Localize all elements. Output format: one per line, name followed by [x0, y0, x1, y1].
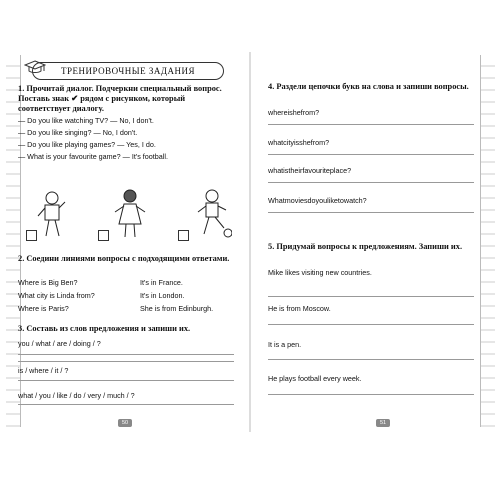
question-item: Where is Big Ben? [18, 278, 78, 287]
task5-item: He is from Moscow. [268, 304, 331, 313]
answer-checkbox[interactable] [98, 230, 109, 241]
answer-checkbox[interactable] [26, 230, 37, 241]
answer-line[interactable] [18, 361, 234, 362]
book-spine [249, 52, 251, 432]
boy-singing-picture [32, 190, 72, 240]
answer-line[interactable] [268, 359, 474, 360]
task5-item: Mike likes visiting new countries. [268, 268, 372, 277]
task5-heading: 5. Придумай вопросы к предложениям. Запиши их. [268, 242, 463, 251]
dialogue-line: — Do you like watching TV? — No, I don't. [18, 116, 154, 125]
task1-heading: 1. Прочитай диалог. Подчеркни специальный вопрос. Поставь знак ✔ рядом с рисунком, который соответствует диалогу. [18, 84, 222, 113]
task5-item: It is a pen. [268, 340, 302, 349]
answer-item: She is from Edinburgh. [140, 304, 214, 313]
section-banner-title: ТРЕНИРОВОЧНЫЕ ЗАДАНИЯ [61, 66, 195, 76]
boy-playing-football-picture [192, 188, 232, 240]
question-item: Where is Paris? [18, 304, 69, 313]
task4-item: whatistheirfavouriteplace? [268, 166, 352, 175]
dialogue-line: — What is your favourite game? — It's football. [18, 152, 168, 161]
answer-line[interactable] [18, 404, 234, 405]
task2-questions [18, 278, 128, 313]
page-number: 51 [376, 419, 390, 427]
answer-line[interactable] [268, 394, 474, 395]
left-page [14, 58, 238, 428]
answer-line[interactable] [268, 154, 474, 155]
answer-line[interactable] [268, 212, 474, 213]
task2-answers [140, 278, 236, 313]
task4-item: whatcityisshefrom? [268, 138, 330, 147]
answer-line[interactable] [268, 182, 474, 183]
question-item: What city is Linda from? [18, 291, 95, 300]
task2-heading: 2. Соедини линиями вопросы с подходящими ответами. [18, 254, 230, 263]
answer-line[interactable] [18, 354, 234, 355]
right-page [268, 58, 476, 428]
answer-item: It's in London. [140, 291, 185, 300]
section-banner [32, 62, 224, 80]
answer-line[interactable] [18, 380, 234, 381]
task4-item: Whatmoviesdoyouliketowatch? [268, 196, 367, 205]
girl-dancing-picture [110, 188, 150, 240]
task1-dialogue [18, 116, 234, 161]
dialogue-line: — Do you like singing? — No, I don't. [18, 128, 138, 137]
task3-item: what / you / like / do / very / much / ? [18, 391, 135, 400]
page-number: 50 [118, 419, 132, 427]
answer-line[interactable] [268, 324, 474, 325]
task3-item: is / where / it / ? [18, 366, 69, 375]
answer-checkbox[interactable] [178, 230, 189, 241]
task4-item: whereishefrom? [268, 108, 320, 117]
task5-item: He plays football every week. [268, 374, 362, 383]
task3-item: you / what / are / doing / ? [18, 339, 101, 348]
answer-item: It's in France. [140, 278, 183, 287]
task4-heading: 4. Раздели цепочки букв на слова и запиши вопросы. [268, 82, 469, 91]
task3-heading: 3. Составь из слов предложения и запиши их. [18, 324, 191, 333]
answer-line[interactable] [268, 296, 474, 297]
answer-line[interactable] [268, 124, 474, 125]
right-page-border-decoration [480, 55, 495, 427]
dialogue-line: — Do you like playing games? — Yes, I do. [18, 140, 156, 149]
